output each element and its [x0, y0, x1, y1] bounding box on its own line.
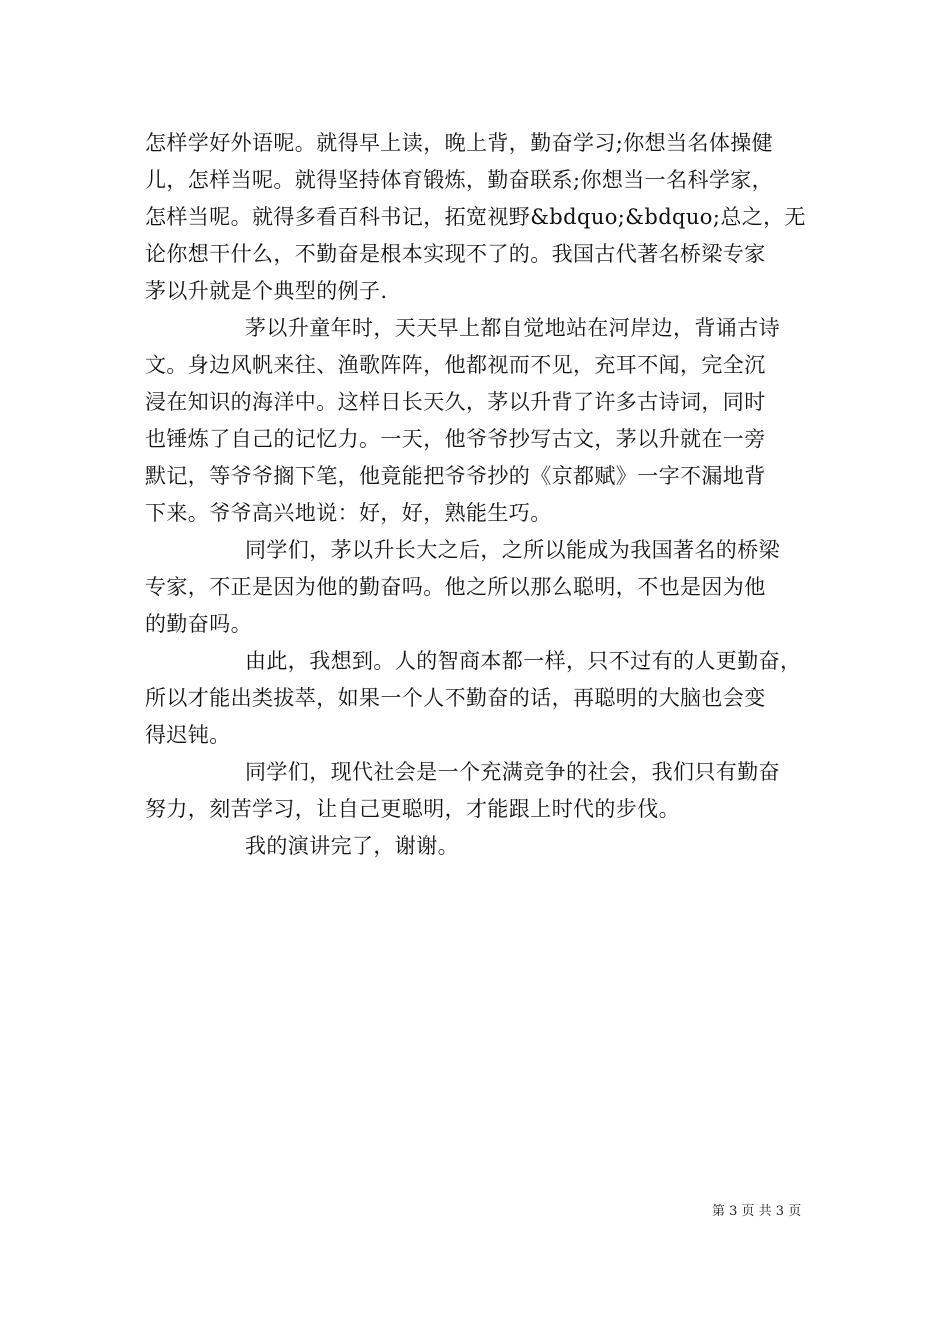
text-line: 文。身边风帆来往、渔歌阵阵，他都视而不见，充耳不闻，完全沉: [145, 353, 766, 377]
text-line: 努力，刻苦学习，让自己更聪明，才能跟上时代的步伐。: [145, 797, 680, 821]
paragraph-first-line: 由此，我想到。人的智商本都一样，只不过有的人更勤奋，: [245, 649, 802, 673]
text-line: 儿，怎样当呢。就得坚持体育锻炼，勤奋联系;你想当一名科学家，: [145, 168, 774, 192]
text-line: 怎样当呢。就得多看百科书记，拓宽视野&bdquo;&bdquo;总之，无: [145, 205, 806, 229]
text-line: 得迟钝。: [145, 723, 231, 747]
text-line: 的勤奋吗。: [145, 612, 252, 636]
text-line: 论你想干什么，不勤奋是根本实现不了的。我国古代著名桥梁专家: [145, 242, 766, 266]
text-line: 也锤炼了自己的记忆力。一天，他爷爷抄写古文，茅以升就在一旁: [145, 427, 766, 451]
text-line: 浸在知识的海洋中。这样日长天久，茅以升背了许多古诗词，同时: [145, 390, 766, 414]
text-line: 茅以升就是个典型的例子.: [145, 279, 388, 303]
text-line: 默记，等爷爷搁下笔，他竟能把爷爷抄的《京都赋》一字不漏地背: [145, 464, 766, 488]
text-line: 专家，不正是因为他的勤奋吗。他之所以那么聪明，不也是因为他: [145, 575, 766, 599]
paragraph-first-line: 茅以升童年时，天天早上都自觉地站在河岸边，背诵古诗: [245, 316, 780, 340]
paragraph-first-line: 我的演讲完了，谢谢。: [245, 834, 459, 858]
text-line: 怎样学好外语呢。就得早上读，晚上背，勤奋学习;你想当名体操健: [145, 131, 774, 155]
text-line: 所以才能出类拔萃，如果一个人不勤奋的话，再聪明的大脑也会变: [145, 686, 766, 710]
text-line: 下来。爷爷高兴地说：好，好，熟能生巧。: [145, 501, 552, 525]
page-number-footer: 第 3 页 共 3 页: [712, 1204, 802, 1219]
paragraph-first-line: 同学们，现代社会是一个充满竞争的社会，我们只有勤奋: [245, 760, 780, 784]
paragraph-first-line: 同学们，茅以升长大之后，之所以能成为我国著名的桥梁: [245, 538, 780, 562]
